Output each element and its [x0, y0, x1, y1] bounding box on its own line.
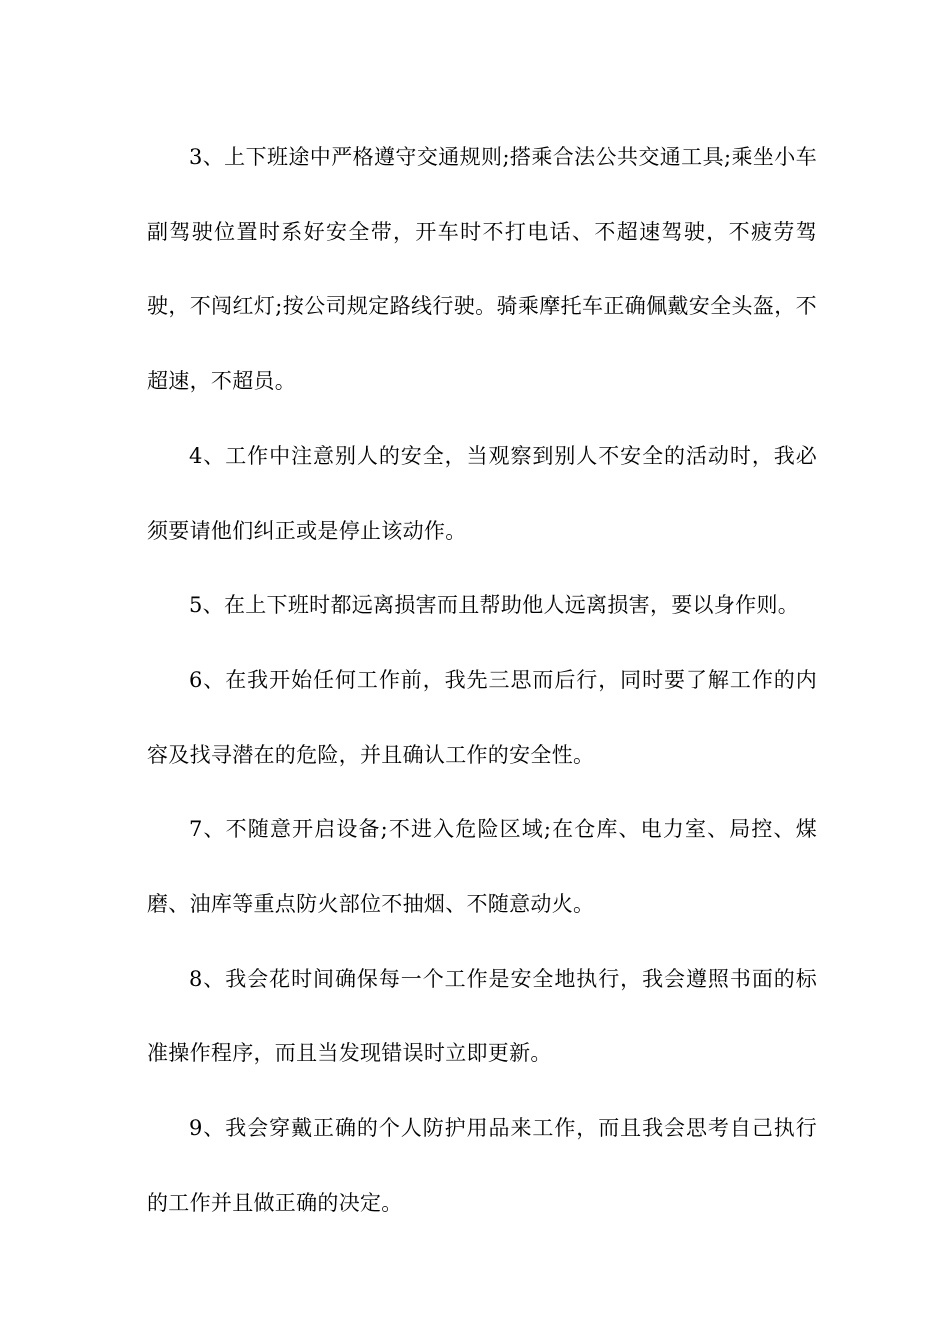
- paragraph-item-7: 7、不随意开启设备;不进入危险区域;在仓库、电力室、局控、煤磨、油库等重点防火部位不抽烟、不随意动火。: [147, 817, 817, 917]
- paragraph-item-3: 3、上下班途中严格遵守交通规则;搭乘合法公共交通工具;乘坐小车副驾驶位置时系好安全带，开车时不打电话、不超速驾驶，不疲劳驾驶，不闯红灯;按公司规定路线行驶。骑乘摩托车正确佩戴安全头盔，不超速，不超员。: [147, 145, 817, 394]
- paragraph-item-8: 8、我会花时间确保每一个工作是安全地执行，我会遵照书面的标准操作程序，而且当发现错误时立即更新。: [147, 966, 817, 1066]
- paragraph-item-5: 5、在上下班时都远离损害而且帮助他人远离损害，要以身作则。: [189, 593, 800, 618]
- document-body: [147, 120, 817, 1241]
- paragraph-item-9: 9、我会穿戴正确的个人防护用品来工作，而且我会思考自己执行的工作并且做正确的决定。: [147, 1116, 817, 1215]
- paragraph-item-4: 4、工作中注意别人的安全，当观察到别人不安全的活动时，我必须要请他们纠正或是停止该动作。: [147, 443, 817, 543]
- paragraph-item-6: 6、在我开始任何工作前，我先三思而后行，同时要了解工作的内容及找寻潜在的危险，并且确认工作的安全性。: [147, 667, 817, 767]
